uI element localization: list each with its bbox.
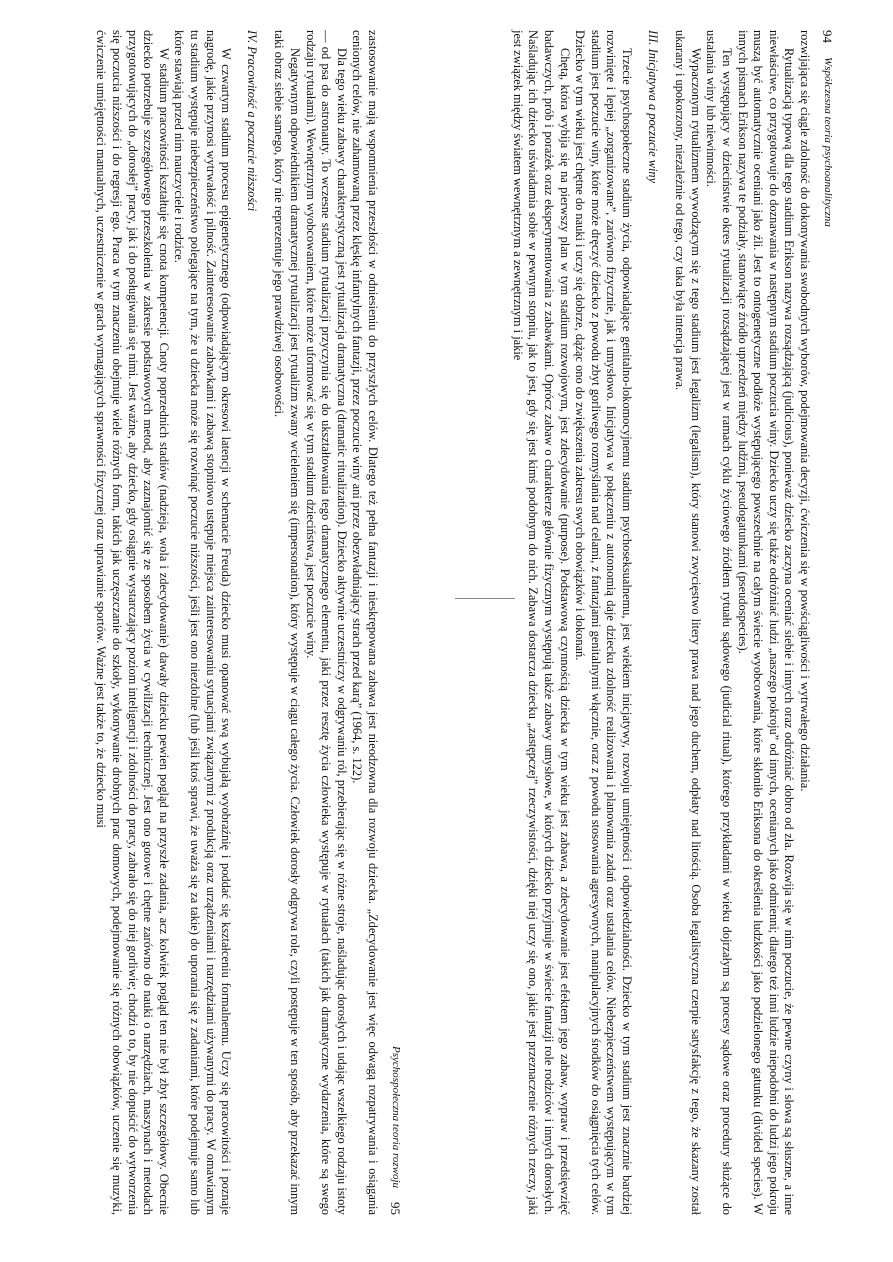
- paragraph: Rytualizacją typową dla tego stadium Erikson nazywa rozsądzającą (judicious), ponieważ dziecko zaczyna oceniać siebie i innych oraz odróżniać dobro od zła. Rozwija się w nim poczucie, że pewne czyny i słowa są słuszne, a inne niewłaściwe, co przygotowuje do doznawania w następnym stadium poczucia winy. Dziecko uczy się także odróżniać ludzi „naszego pokroju” od innych, ocenianych jako odmienni; dlatego też inni ludzie niepodobni do ludzi jego pokroju muszą być automatycznie oceniani jako źli. Jest to ontogenetyczne podłoże występującego powszechnie na całym świecie wyobcowania, które skłoniło Eriksona do określenia ludzkości jako podzielonego gatunku (divided species). W innych pismach Erikson nazywa te podziały, stanowiące źródło uprzedzeń między ludźmi, pseudogatunkami (pseudospecies).: [735, 30, 797, 1215]
- paragraph: zastosowanie mają wspomnienia przeszłości w odniesieniu do przyszłych celów. Dlatego też pełna fantazji i nieskrępowana zabawa jest nieodzowna dla rozwoju dziecka. „Zdecydowanie jest więc odwagą rozpatrywania i osiągania cenionych celów, nie zahamowaną przez klęskę infantylnych fantazji, przez poczucie winy ani przez obezwładniający strach przed karą” (1964, s. 122).: [350, 30, 380, 1215]
- running-head-title: Psychospołeczna teoria rozwoju: [389, 1046, 402, 1188]
- gutter-rule: [455, 598, 515, 599]
- paragraph: Trzecie psychospołeczne stadium życia, odpowiadające genitalno-lokomocyjnemu stadium psychoseksualnemu, jest wiekiem inicjatywy, rozwoju umiejętności i odpowiedzialności. Dziecko w tym stadium jest znacznie bardziej rozwinięte i lepiej „zorganizowane”, zarówno fizycznie, jak i umysłowo. Inicjatywa w połączeniu z autonomią daje dziecku zdolność realizowania i planowania zadań oraz ustalania celów. Niebezpieczeństwem występującym w tym stadium jest poczucie winy, które może dręczyć dziecko z powodu zbyt gorliwego rozmyślania nad celami, z fantazjami genitalnymi włącznie, oraz z powodu stosowania agresywnych, manipulacyjnych środków do osiągnięcia tych celów. Dziecko w tym wieku jest chętne do nauki i uczy się dobrze, dążąc ono do zwiększenia zakresu swych obowiązków i dokonań.: [573, 30, 635, 1215]
- section-heading: III. Inicjatywa a poczucie winy: [645, 30, 660, 184]
- page-94: [420, 0, 840, 1262]
- paragraph: Dla tego wieku zabawy charakterystyczną jest rytualizacja dramatyczna (dramatic ritualization). Dziecko aktywnie uczestniczy w odgrywaniu ról, przebierając się w różne stroje, naśladując dorosłych i udając wszelkiego rodzaju istoty — od psa do astronauty. To wczesne stadium rytualizacji przyczynia się do ukształtowania tego dramatycznego elementu, jaki przez resztę życia człowieka występuje w rytuałach (takich jak dramatyczne wydarzenia, które są swego rodzaju rytuałami). Wewnętrznym wyobcowaniem, które może uformować się w tym stadium dzieciństwa, jest poczucie winy.: [303, 30, 349, 1215]
- page-94-content: [509, 30, 840, 1215]
- running-head-title: Współczesna teoria psychoanalityczna: [821, 57, 834, 227]
- running-head: [814, 30, 840, 1215]
- paragraph: Ten występujący w dzieciństwie okres rytualizacji rozsądzającej jest w ramach cyklu życiowego źródłem rytuału sądowego (judicial ritual), którego przykładami w wieku dojrzałym są procesy sądowe oraz procedury służące do ustalania winy lub niewinności.: [704, 30, 735, 1215]
- running-head: [382, 30, 408, 1215]
- section-heading: IV. Pracowitość a poczucie niższości: [244, 30, 259, 212]
- paragraph: rozwijająca się ciągle zdolność do dokonywania swobodnych wyborów, podejmowania decyzji, ćwiczenia się w powściągliwości i wytrwałego działania.: [798, 30, 812, 792]
- page-number: 95: [387, 1202, 403, 1215]
- page-95: [0, 0, 408, 1262]
- page-95-content: [93, 30, 408, 1215]
- paragraph: Negatywnym odpowiednikiem dramatycznej rytualizacji jest rytualizm zwany wcieleniem się (impersonation), który występuje w ciągu całego życia. Człowiek dorosły odgrywa role, czyli postępuje w ten sposób, aby przekazać innym taki obraz siebie samego, który nie reprezentuje jego prawdziwej osobowości.: [272, 30, 303, 1215]
- paragraph: W czwartym stadium procesu epigenetycznego (odpowiadającym okresowi latencji w schemacie Freuda) dziecko musi opanować swą wybujałą wyobraźnię i poddać się kształceniu formalnemu. Uczy się pracowitości i poznaje nagrodę, jakie przynosi wytrwałość i pilność. Zainteresowanie zabawkami i zabawą stopniowo ustępuje miejsca zainteresowaniu sytuacjami związanymi z produkcją oraz urządzeniami i narzędziami używanymi do pracy. W omawianym tu stadium występuje niebezpieczeństwo polegające na tym, że u dziecka może się rozwinąć poczucie niższości, jeśli jest ono niezdolne (lub jeśli ktoś sprawi, że uważa się za takie) do uporania się z zadaniami, które podejmuje samo lub które stawiają przed nim nauczyciele i rodzice.: [172, 30, 234, 1215]
- paragraph: W stadium pracowitości kształtuje się cnota kompetencji. Cnoty poprzednich stadiów (nadzieja, wola i zdecydowanie) dawały dziecku pewien pogląd na przyszłe zadania, acz kolwiek pogląd ten nie był zbyt szczegółowy. Obecnie dziecko potrzebuje szczegółowego przeszkolenia w zakresie podstawowych metod, aby zaznajomić się ze sposobem życia w cywilizacji technicznej. Jest ono gotowe i chętne zarówno do nauki o narzędziach, maszynach i metodach przygotowujących do „dorosłej” pracy, jak i do posługiwania się nimi. Jest ważne, aby dziecko, gdy osiągnie wystarczający poziom inteligencji i zdolności do pracy, zabrało się do niej gorliwie; chodzi o to, by nie dopuścić do wytworzenia się poczucia niższości i do regresji ego. Praca w tym znaczeniu obejmuje wiele różnych form, takich jak uczęszczanie do szkoły, wykonywanie drobnych prac domowych, podejmowanie się różnych obowiązków, uczenie się muzyki, ćwiczenie umiejętności manualnych, uczestniczenie w grach wymagających sprawności fizycznej oraz uprawianie sportów. Ważne jest także to, że dziecko musi: [94, 30, 171, 1215]
- paragraph: Wypaczonym rytualizmem wywodzącym się z tego stadium jest legalizm (legalism), który stanowi zwycięstwo litery prawa nad jego duchem, odpłaty nad litością. Osoba legalistyczna czerpie satysfakcję z tego, że skazany został ukarany i upokorzony, niezależnie od tego, czy taka była intencja prawa.: [673, 30, 703, 1215]
- paragraph: Chętą, która wybija się na pierwszy plan w tym stadium rozwojowym, jest zdecydowanie (purpose). Podstawową czynnością dziecka w tym wieku jest zabawa, a zdecydowanie jest efektem jego zabaw, wypraw i przedsięwzięć badawczych, prób i porażek oraz eksperymentowania z zabawkami. Oprócz zabaw o charakterze głównie fizycznym występują także zabawy umysłowe, w których dziecko przyjmuje w świecie fantazji role rodziców i innych dorosłych. Naśladując ich dziecko uświadamia sobie w pewnym stopniu, jak to jest, gdy się jest kimś podobnym do nich. Zabawa dostarcza dziecku „zastępczej” rzeczywistości, dzięki niej uczy się ono, jakie jest przeznaczenie różnych rzeczy, jaki jest związek między światem wewnętrznym a zewnętrznym i jakie: [510, 30, 572, 1215]
- page-number: 94: [819, 30, 835, 43]
